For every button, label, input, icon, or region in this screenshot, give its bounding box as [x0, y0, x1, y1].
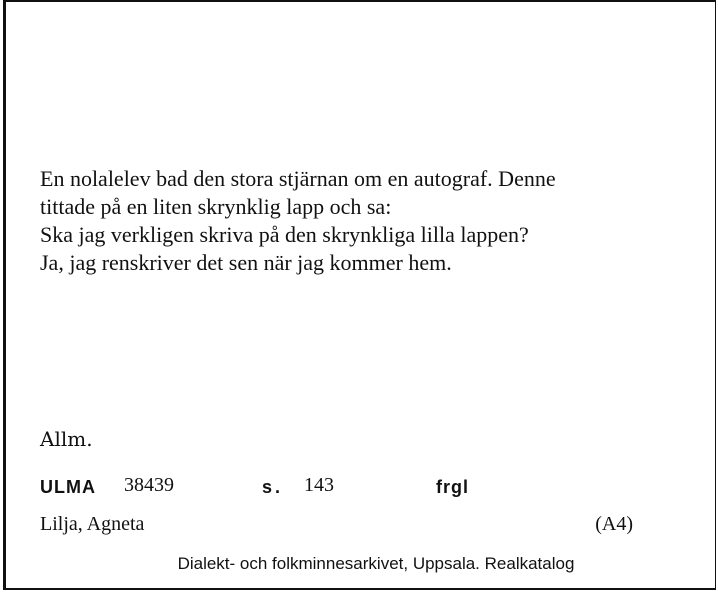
category-label: Allm.: [40, 427, 93, 451]
body-line: tittade på en liten skrynklig lapp och sa:: [40, 194, 392, 219]
body-line: En nolalelev bad den stora stjärnan om en autograf. Denne: [40, 166, 556, 191]
author-name: Lilja, Agneta: [40, 513, 145, 535]
body-line: Ska jag verkligen skriva på den skrynkliga lilla lappen?: [40, 222, 529, 247]
genre-code: frgl: [436, 477, 469, 497]
body-line: Ja, jag renskriver det sen när jag kommer hem.: [40, 250, 452, 275]
catalog-card: [3, 0, 716, 590]
page-number: 143: [304, 474, 334, 496]
archive-footer: Dialekt- och folkminnesarkivet, Uppsala. Realkatalog: [177, 554, 575, 573]
archive-label: ULMA: [40, 477, 96, 497]
archive-number: 38439: [124, 474, 174, 496]
format-label: (A4): [595, 513, 633, 535]
card-body-text: [40, 165, 700, 277]
page-label: s.: [262, 477, 284, 497]
reference-row: [40, 472, 700, 502]
